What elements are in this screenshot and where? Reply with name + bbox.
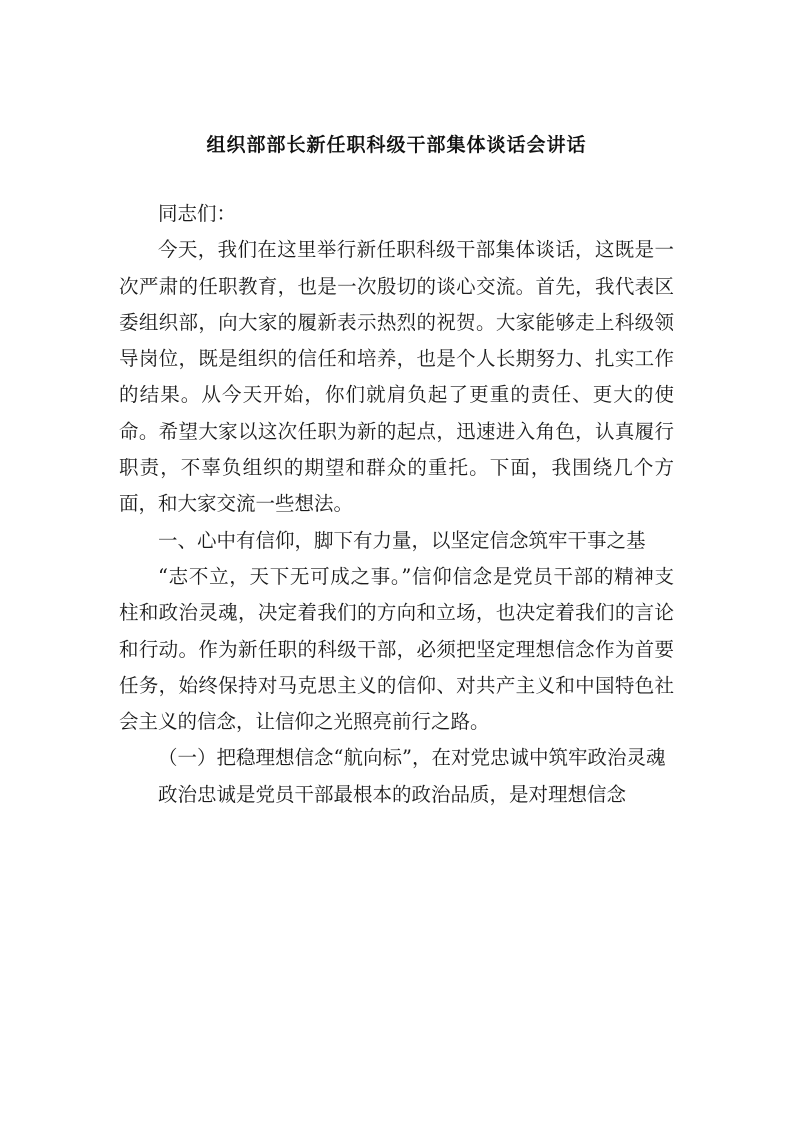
- subsection-1-paragraph: 政治忠诚是党员干部最根本的政治品质，是对理想信念: [158, 782, 627, 806]
- opening-paragraph: 今天，我们在这里举行新任职科级干部集体谈话，这既是一次严肃的任职教育，也是一次殷切的谈心交流。首先，我代表区委组织部，向大家的履新表示热烈的祝贺。大家能够走上科级领导岗位，既是组织的信任和培养，也是个人长期努力、扎实工作的结果。从今天开始，你们就肩负起了更重的责任、更大的使命。希望大家以这次任职为新的起点，迅速进入角色，认真履行职责，不辜负组织的期望和群众的重托。下面，我围绕几个方面，和大家交流一些想法。: [119, 238, 674, 516]
- section-heading-1: 一、心中有信仰，脚下有力量，以坚定信念筑牢干事之基: [158, 528, 646, 552]
- section-1-paragraph: “志不立，天下无可成之事。”信仰信念是党员干部的精神支柱和政治灵魂，决定着我们的方向和立场，也决定着我们的言论和行动。作为新任职的科级干部，必须把坚定理想信念作为首要任务，始终保持对马克思主义的信仰、对共产主义和中国特色社会主义的信念，让信仰之光照亮前行之路。: [119, 564, 674, 734]
- subsection-heading-1: （一）把稳理想信念“航向标”，在对党忠诚中筑牢政治灵魂: [158, 746, 666, 770]
- salutation-paragraph: 同志们：: [158, 202, 237, 225]
- document-title: 组织部部长新任职科级干部集体谈话会讲话: [206, 134, 587, 156]
- document-body: [119, 196, 674, 813]
